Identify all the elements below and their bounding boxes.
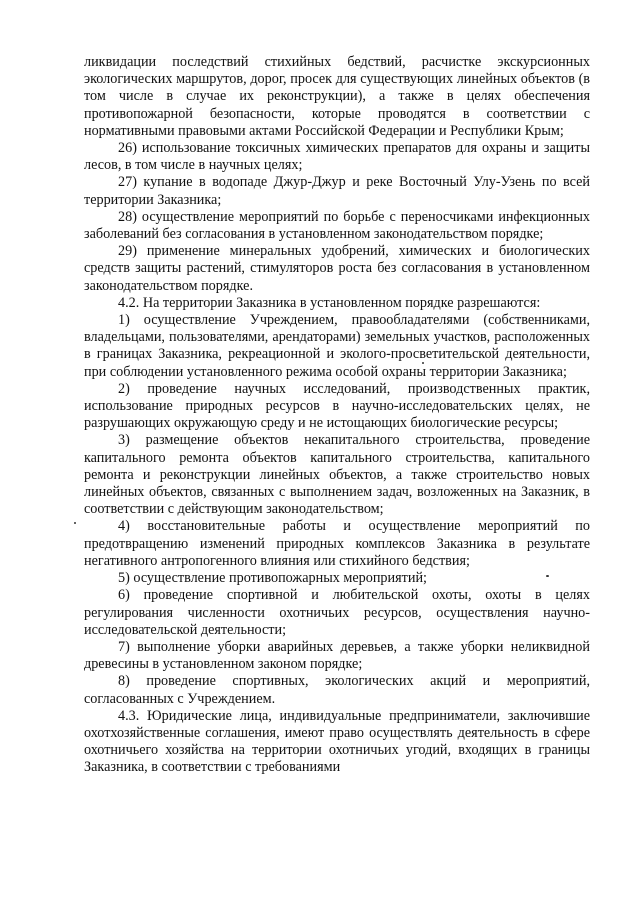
paragraph-item-28: 28) осуществление мероприятий по борьбе с переносчиками инфекционных заболеваний без согласования в установленном законодательством порядке; bbox=[84, 208, 590, 243]
paragraph-4-2-item-8: 8) проведение спортивных, экологических акций и мероприятий, согласованных с Учреждением. bbox=[84, 673, 590, 707]
document-body bbox=[84, 54, 590, 777]
paragraph-4-2-item-2: 2) проведение научных исследований, производственных практик, использование природных ресурсов в научно-исследовательских целях, не разрушающих окружающую среду и не истощающих биологические ресурсы; bbox=[84, 380, 590, 432]
paragraph-continuation: ликвидации последствий стихийных бедствий, расчистке экскурсионных экологических маршрутов, дорог, просек для существующих линейных объектов (в том числе в случае их реконструкции), а также в целях обеспечения противопожарной безопасности, которые проводятся в соответствии с нормативными правовыми актами Российской Федерации и Республики Крым; bbox=[84, 54, 590, 139]
scan-speck bbox=[74, 522, 76, 524]
scan-speck bbox=[546, 575, 549, 577]
paragraph-4-2-item-5: 5) осуществление противопожарных мероприятий; bbox=[118, 570, 427, 587]
paragraph-item-29: 29) применение минеральных удобрений, химических и биологических средств защиты растений, стимуляторов роста без согласования в установленном законодательством порядке. bbox=[84, 243, 590, 294]
scan-speck bbox=[422, 362, 424, 364]
paragraph-4-2-item-1: 1) осуществление Учреждением, правообладателями (собственниками, владельцами, пользователями, арендаторами) земельных участков, расположенных в границах Заказника, рекреационной и эколого-просветительской деятельности, при соблюдении установленного режима особой охраны территории Заказника; bbox=[84, 312, 590, 380]
paragraph-4-2-item-3: 3) размещение объектов некапитального строительства, проведение капитального ремонта объектов капитального строительства, капитального ремонта и реконструкции линейных объектов, а также строительство новых линейных объектов, связанных с выполнением задач, возложенных на Заказник, в соответствии с действующим законодательством; bbox=[84, 432, 590, 518]
paragraph-item-27: 27) купание в водопаде Джур-Джур и реке Восточный Улу-Узень по всей территории Заказника; bbox=[84, 174, 590, 208]
paragraph-item-26: 26) использование токсичных химических препаратов для охраны и защиты лесов, в том числе в научных целях; bbox=[84, 140, 590, 174]
paragraph-4-2-item-4: 4) восстановительные работы и осуществление мероприятий по предотвращению изменений природных комплексов Заказника в результате негативного антропогенного влияния или стихийного бедствия; bbox=[84, 518, 590, 569]
paragraph-4-2-item-6: 6) проведение спортивной и любительской охоты, охоты в целях регулирования численности охотничьих ресурсов, осуществления научно-исследовательской деятельности; bbox=[84, 587, 590, 638]
paragraph-4-2-item-7: 7) выполнение уборки аварийных деревьев, а также уборки неликвидной древесины в установленном законом порядке; bbox=[84, 638, 590, 673]
paragraph-section-4-3: 4.3. Юридические лица, индивидуальные предприниматели, заключившие охотхозяйственные соглашения, имеют право осуществлять деятельность в сфере охотничьего хозяйства на территории охотничьих угодий, входящих в границы Заказника, в соответствии с требованиями bbox=[84, 707, 590, 776]
paragraph-section-4-2: 4.2. На территории Заказника в установленном порядке разрешаются: bbox=[118, 294, 541, 311]
